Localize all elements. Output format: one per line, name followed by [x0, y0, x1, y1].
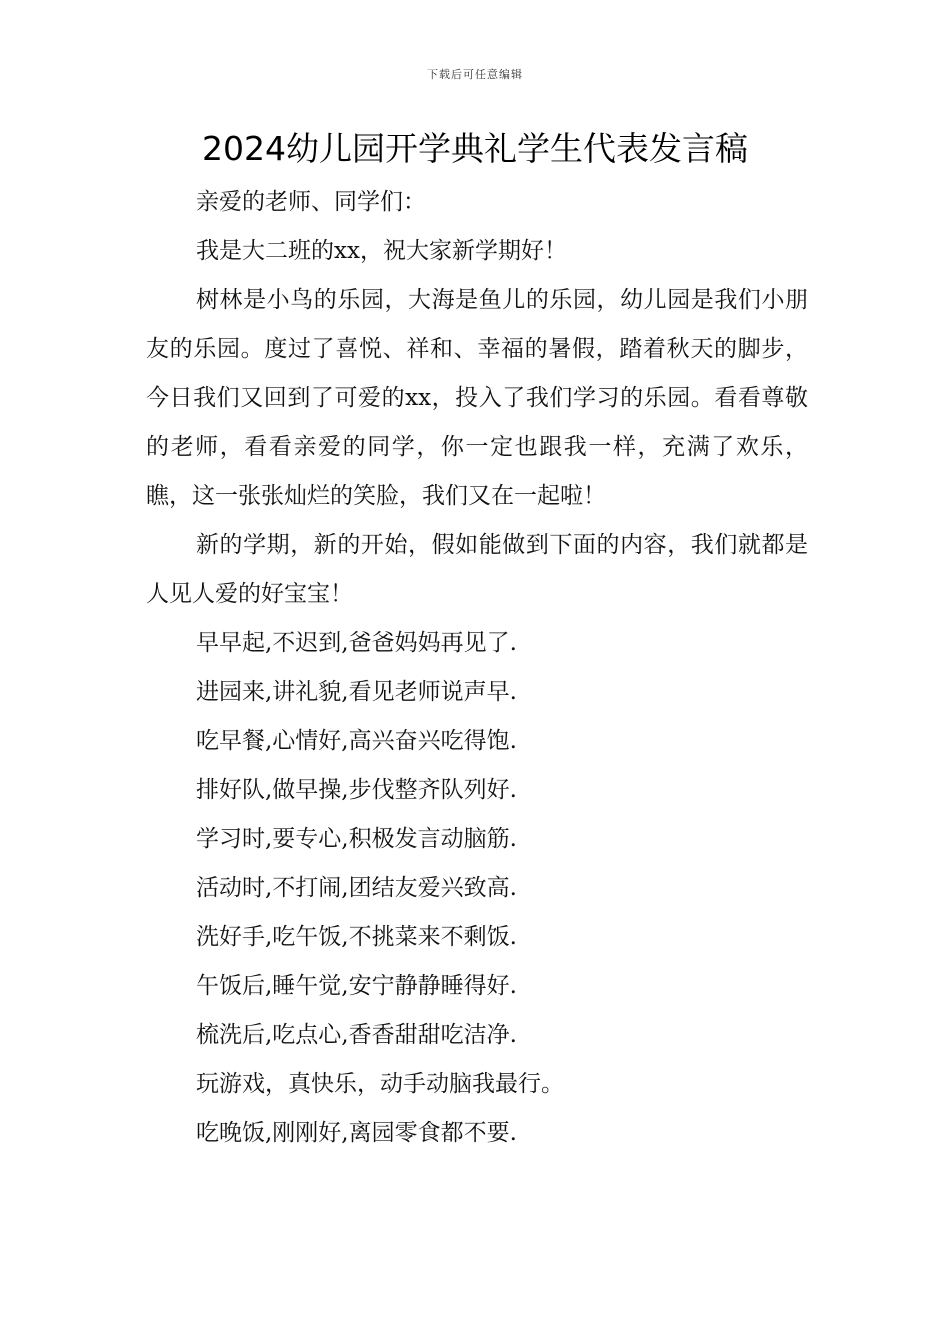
transition-paragraph: 新的学期，新的开始，假如能做到下面的内容，我们就都是人见人爱的好宝宝！ [146, 532, 808, 607]
verse-line: 学习时,要专心,积极发言动脑筋. [196, 826, 517, 852]
verse-line: 进园来,讲礼貌,看见老师说声早. [196, 679, 517, 705]
document-title: 2024幼儿园开学典礼学生代表发言稿 [202, 129, 748, 168]
body-paragraph: 树林是小鸟的乐园，大海是鱼儿的乐园，幼儿园是我们小朋友的乐园。度过了喜悦、祥和、幸福的暑假，踏着秋天的脚步，今日我们又回到了可爱的xx，投入了我们学习的乐园。看看尊敬的老师，看看亲爱的同学，你一定也跟我一样，充满了欢乐，瞧，这一张张灿烂的笑脸，我们又在一起啦！ [146, 287, 808, 509]
verse-line: 吃早餐,心情好,高兴奋兴吃得饱. [196, 728, 517, 754]
speech-body [146, 178, 808, 1158]
verse-line: 梳洗后,吃点心,香香甜甜吃洁净. [196, 1022, 517, 1048]
intro-paragraph: 我是大二班的xx，祝大家新学期好！ [196, 238, 567, 264]
verse-line: 早早起,不迟到,爸爸妈妈再见了. [196, 630, 517, 656]
verse-line: 玩游戏，真快乐，动手动脑我最行。 [196, 1071, 564, 1097]
greeting-paragraph: 亲爱的老师、同学们： [196, 189, 426, 215]
verse-line: 吃晚饭,刚刚好,离园零食都不要. [196, 1120, 517, 1146]
verse-line: 洗好手,吃午饭,不挑菜来不剩饭. [196, 924, 517, 950]
verse-line: 午饭后,睡午觉,安宁静静睡得好. [196, 973, 517, 999]
verse-line: 活动时,不打闹,团结友爱兴致高. [196, 875, 517, 901]
verse-line: 排好队,做早操,步伐整齐队列好. [196, 777, 517, 803]
verse-list [146, 619, 808, 1158]
header-note: 下载后可任意编辑 [427, 68, 523, 81]
